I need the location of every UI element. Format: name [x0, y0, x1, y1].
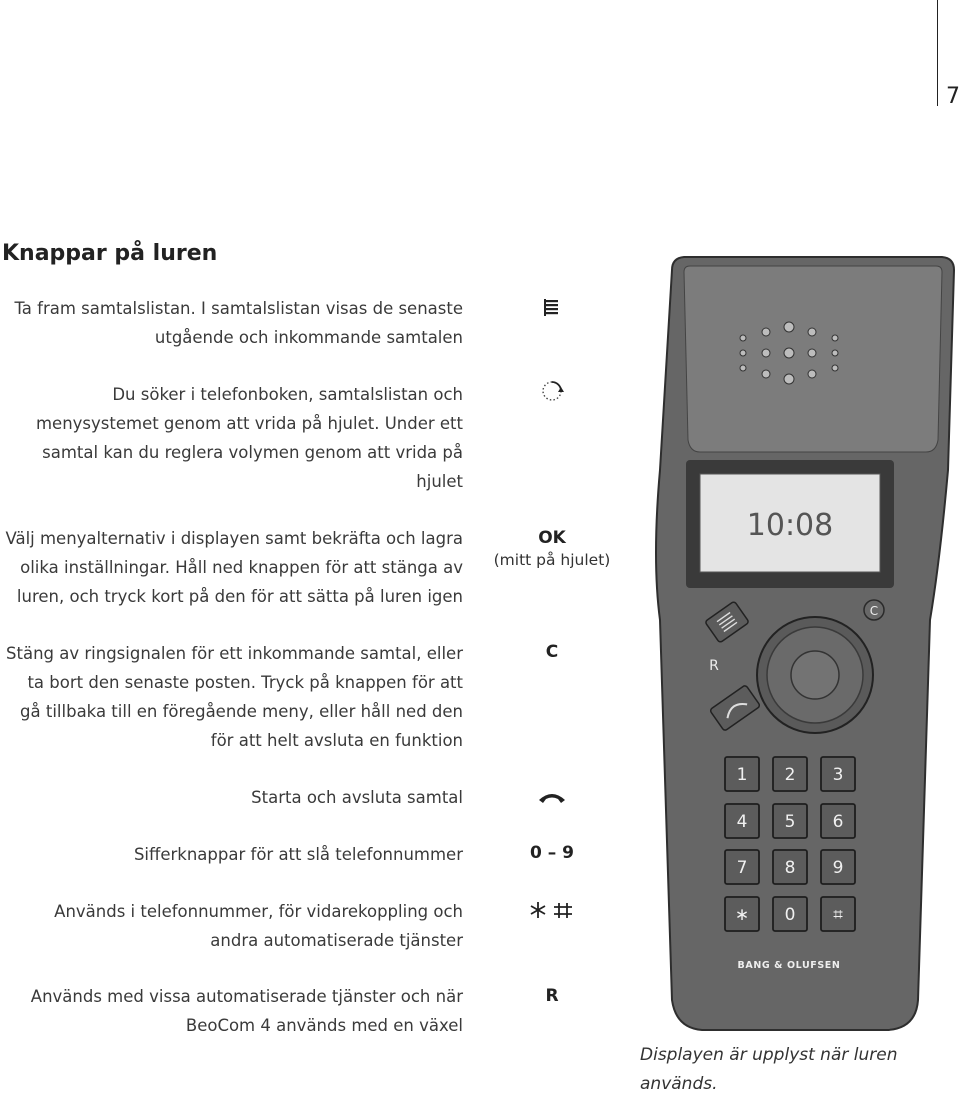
phone-key-5: [773, 804, 807, 838]
description-line: Stäng av ringsignalen för ett inkommande samtal, eller: [6, 644, 463, 663]
phone-key-label: 1: [736, 765, 748, 785]
phone-key-label: 9: [832, 858, 844, 878]
description-line: samtal kan du reglera volymen genom att vrida på: [42, 443, 463, 462]
description-call-list: [14, 294, 463, 352]
phone-key-label: 3: [832, 765, 844, 785]
description-c: [6, 639, 463, 755]
description-line: Du söker i telefonboken, samtalslistan och: [112, 385, 463, 404]
description-line: gå tillbaka till en föregående meny, eller håll ned den: [20, 702, 463, 721]
ok-key-symbol: [490, 528, 614, 572]
description-star-hash: [54, 897, 463, 955]
c-label: C: [545, 642, 559, 662]
description-line: andra automatiserade tjänster: [210, 931, 463, 950]
phone-r-label: R: [709, 658, 719, 674]
description-line: Används i telefonnummer, för vidarekoppling och: [54, 902, 463, 921]
page-rule: [937, 0, 938, 106]
description-line: för att helt avsluta en funktion: [210, 731, 463, 750]
description-line: ta bort den senaste posten. Tryck på knappen för att: [27, 673, 463, 692]
description-line: hjulet: [416, 472, 463, 491]
description-line: Starta och avsluta samtal: [251, 788, 463, 807]
phone-key-label: 0: [784, 905, 796, 925]
ok-label: OK: [538, 528, 566, 548]
description-call: [251, 783, 463, 812]
phone-key-label: 8: [784, 858, 796, 878]
phone-key-label: 4: [736, 812, 748, 832]
display-time: 10:08: [746, 508, 834, 543]
phone-key-9: [821, 850, 855, 884]
phone-key-2: [773, 757, 807, 791]
phone-key-label: 5: [784, 812, 796, 832]
phone-key-7: [725, 850, 759, 884]
phone-key-star: [725, 897, 759, 931]
description-line: utgående och inkommande samtalen: [154, 328, 463, 347]
phone-key-label: ∗: [734, 905, 750, 925]
phone-key-8: [773, 850, 807, 884]
phone-key-label: 7: [736, 858, 748, 878]
description-line: Används med vissa automatiserade tjänster och när: [30, 987, 463, 1006]
phone-key-4: [725, 804, 759, 838]
description-ok: [5, 524, 463, 611]
ok-sublabel: (mitt på hjulet): [493, 551, 611, 569]
description-digits: [134, 840, 463, 869]
r-label: R: [545, 986, 559, 1006]
description-line: Välj menyalternativ i displayen samt bekräfta och lagra: [5, 529, 463, 548]
phone-key-1: [725, 757, 759, 791]
brand-logo: BANG & OLUFSEN: [737, 960, 841, 971]
description-line: Ta fram samtalslistan. I samtalslistan visas de senaste: [14, 299, 463, 318]
phone-key-3: [821, 757, 855, 791]
handset-icon: [490, 788, 614, 810]
section-heading: Knappar på luren: [2, 241, 218, 266]
description-line: olika inställningar. Håll ned knappen för att stänga av: [20, 558, 463, 577]
caption-line: Displayen är upplyst när luren: [640, 1045, 898, 1065]
description-line: menysystemet genom att vrida på hjulet. Under ett: [35, 414, 463, 433]
call-list-icon: [490, 298, 614, 322]
digits-symbol: [490, 843, 614, 863]
phone-key-hash: [821, 897, 855, 931]
wheel-rotate-icon: [490, 378, 614, 408]
phone-key-label: 6: [832, 812, 844, 832]
description-line: BeoCom 4 används med en växel: [185, 1016, 463, 1035]
r-key-symbol: [490, 986, 614, 1006]
page-number: 7: [946, 84, 960, 109]
description-wheel: [36, 380, 463, 496]
phone-ok-button: [791, 651, 839, 699]
phone-key-0: [773, 897, 807, 931]
phone-key-label: 2: [784, 765, 796, 785]
phone-key-label: ⌗: [833, 905, 843, 925]
description-r: [31, 982, 463, 1040]
description-line: Sifferknappar för att slå telefonnummer: [133, 845, 463, 864]
c-key-symbol: [490, 642, 614, 662]
phone-key-6: [821, 804, 855, 838]
digits-label: 0 – 9: [530, 843, 574, 863]
caption-line: används.: [640, 1074, 718, 1094]
description-line: luren, och tryck kort på den för att sätta på luren igen: [16, 587, 463, 606]
phone-c-label: C: [869, 604, 879, 618]
figure-caption: [640, 1041, 940, 1099]
star-hash-icon: [490, 899, 614, 925]
